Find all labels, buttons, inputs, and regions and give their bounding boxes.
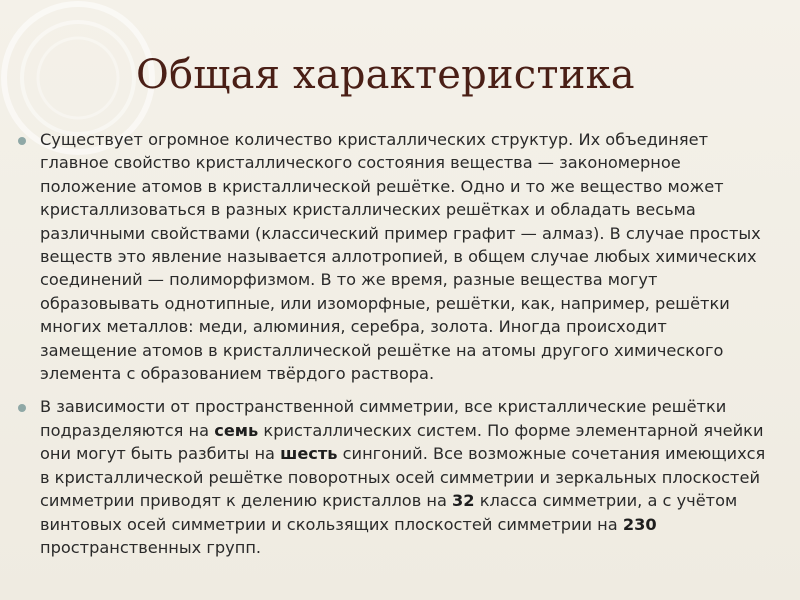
bullet-text-emphasis: 230 bbox=[622, 514, 657, 534]
bullet-text-emphasis: шесть bbox=[280, 444, 338, 464]
bullet-text-emphasis: 32 bbox=[452, 491, 475, 511]
bullet-item bbox=[18, 395, 766, 559]
bullet-text-emphasis: семь bbox=[214, 420, 259, 440]
slide-title: Общая характеристика bbox=[136, 52, 635, 98]
bullet-text-part: класса симметрии, а с учётом винтовых осей симметрии и скользящих плоскостей симметрии на bbox=[40, 491, 738, 534]
bullet-text bbox=[40, 130, 761, 383]
bullet-text-part: пространственных групп. bbox=[40, 537, 262, 557]
bullet-text-part: В зависимости от пространственной симметрии, все кристаллические решётки подразделяются на bbox=[40, 397, 727, 440]
bullet-text-part: Существует огромное количество кристаллических структур. Их объединяет главное свойство кристаллического состояния вещества — закономерное положение атомов в кристаллической решётке. Одно и то же вещество может кристаллизоваться в разных кристаллических решётках и обладать весьма различными свойствами (классический пример графит — алмаз). В случае простых веществ это явление называется аллотропией, в общем случае любых химических соединений — полиморфизмом. В то же время, разные вещества могут образовывать однотипные, или изоморфные, решётки, как, например, решётки многих металлов: меди, алюминия, серебра, золота. Иногда происходит замещение атомов в кристаллической решётке на атомы другого химического элемента с образованием твёрдого раствора. bbox=[40, 130, 761, 384]
bullet-text bbox=[40, 397, 765, 556]
bullet-text-part: кристаллических систем. По форме элементарной ячейки они могут быть разбиты на bbox=[40, 420, 764, 464]
bullet-dot-icon bbox=[18, 404, 26, 412]
bullet-item bbox=[18, 128, 766, 385]
bullet-text-part: сингоний. Все возможные сочетания имеющихся в кристаллической решётке поворотных осей симметрии и зеркальных плоскостей симметрии приводят к делению кристаллов на bbox=[40, 444, 766, 511]
slide-content bbox=[18, 128, 766, 569]
bullet-dot-icon bbox=[18, 137, 26, 145]
